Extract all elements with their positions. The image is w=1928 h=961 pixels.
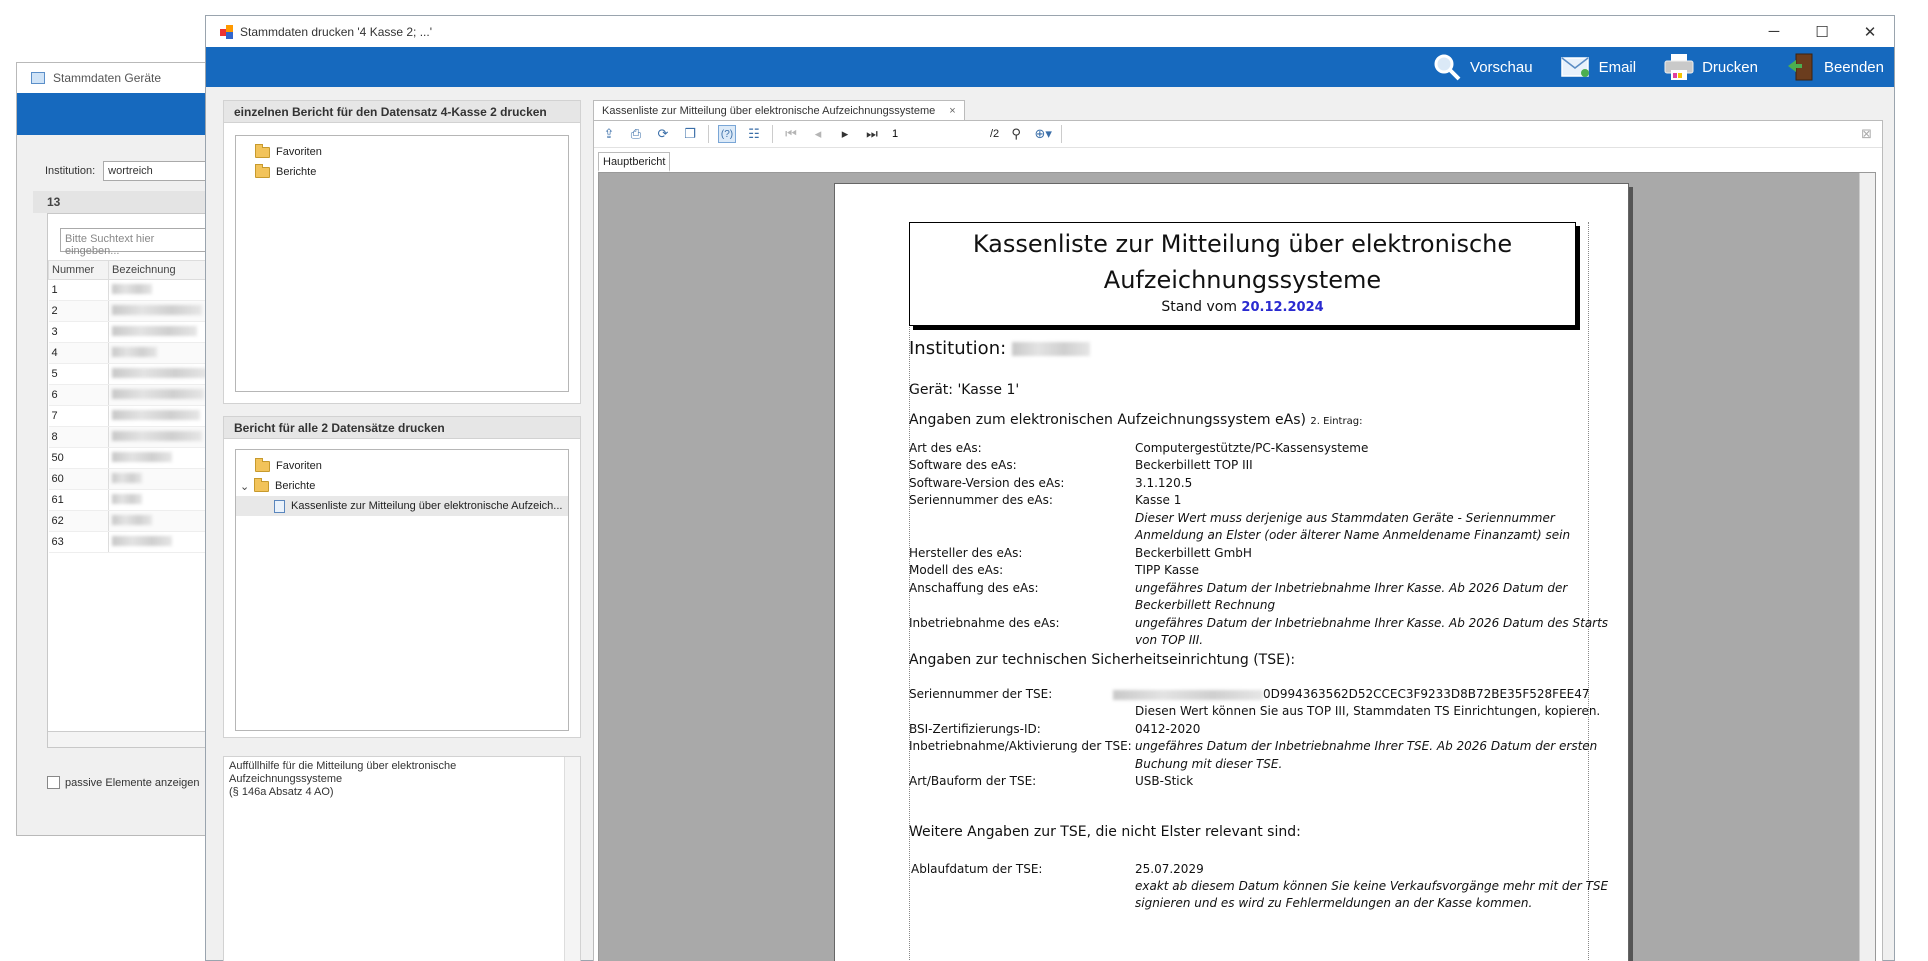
description-line: (§ 146a Absatz 4 AO) xyxy=(229,786,334,798)
row-number: 4 xyxy=(49,343,109,364)
row-number: 7 xyxy=(49,406,109,427)
eas-field-label: Software-Version des eAs: xyxy=(909,476,1065,490)
tse-serial-redacted xyxy=(1113,690,1263,700)
eas-field-value: Kasse 1 xyxy=(1135,493,1182,507)
eas-field-label: Art des eAs: xyxy=(909,441,982,455)
column-header-bezeichnung[interactable]: Bezeichnung xyxy=(109,261,211,280)
institution-label: Institution: xyxy=(909,338,1007,359)
purchase-value: ungefähres Datum der Inbetriebnahme Ihrer Kasse. Ab 2026 Datum der xyxy=(1135,581,1568,595)
eas-field-value: Computergestützte/PC-Kassensysteme xyxy=(1135,441,1369,455)
background-window-stammdaten-geraete[interactable] xyxy=(16,62,211,836)
tab-close-icon[interactable]: × xyxy=(949,104,956,117)
eas-field-value: 3.1.120.5 xyxy=(1135,476,1193,490)
preview-label: Vorschau xyxy=(1470,58,1533,76)
preview-scrollbar[interactable] xyxy=(1859,173,1875,961)
passive-elements-checkbox-row[interactable] xyxy=(47,776,200,789)
tse-form-label: Art/Bauform der TSE: xyxy=(909,774,1037,788)
tree-node-label: Favoriten xyxy=(276,146,322,158)
row-number: 62 xyxy=(49,511,109,532)
tree-node-label: Kassenliste zur Mitteilung über elektronische Aufzeich... xyxy=(291,500,563,512)
print-button[interactable] xyxy=(1664,53,1758,81)
table-row[interactable] xyxy=(49,511,211,532)
exit-door-icon xyxy=(1786,52,1816,82)
section-further-tse: Weitere Angaben zur TSE, die nicht Elster relevant sind: xyxy=(909,824,1301,840)
single-report-group xyxy=(223,100,581,404)
zoom-icon[interactable]: ⊕▾ xyxy=(1034,126,1052,141)
purchase-label: Anschaffung des eAs: xyxy=(909,581,1039,595)
all-records-report-group xyxy=(223,416,581,738)
column-header-nummer[interactable]: Nummer xyxy=(49,261,109,280)
all-records-report-group-title: Bericht für alle 2 Datensätze drucken xyxy=(224,417,580,439)
page-total: /2 xyxy=(990,128,1000,140)
tree-node-label: Berichte xyxy=(275,480,316,492)
app-icon xyxy=(220,25,234,39)
model-value: TIPP Kasse xyxy=(1135,563,1200,577)
tab-label: Kassenliste zur Mitteilung über elektronische Aufzeichnungssysteme xyxy=(602,104,936,117)
table-row[interactable] xyxy=(49,532,211,553)
report-title-line1: Kassenliste zur Mitteilung über elektronische xyxy=(972,230,1513,258)
row-number: 61 xyxy=(49,490,109,511)
manufacturer-label: Hersteller des eAs: xyxy=(909,546,1023,560)
tse-serial-label: Seriennummer der TSE: xyxy=(909,687,1053,701)
passive-elements-label: passive Elemente anzeigen xyxy=(65,776,200,789)
commission-label: Inbetriebnahme des eAs: xyxy=(909,616,1060,630)
report-stand xyxy=(910,299,1575,315)
tree-node-favoriten[interactable] xyxy=(236,456,568,476)
printer-icon xyxy=(1664,53,1694,81)
row-number: 6 xyxy=(49,385,109,406)
record-count-header: 13 xyxy=(33,191,210,213)
commission-value: ungefähres Datum der Inbetriebnahme Ihrer Kasse. Ab 2026 Datum des Starts xyxy=(1135,616,1609,630)
table-row[interactable] xyxy=(49,406,211,427)
folder-icon xyxy=(255,461,270,472)
table-row[interactable] xyxy=(49,364,211,385)
row-number: 8 xyxy=(49,427,109,448)
row-number: 60 xyxy=(49,469,109,490)
row-description-redacted xyxy=(109,490,211,511)
model-label: Modell des eAs: xyxy=(909,563,1004,577)
section-tse: Angaben zur technischen Sicherheitseinrichtung (TSE): xyxy=(909,652,1296,668)
description-line: Auffüllhilfe für die Mitteilung über elektronische xyxy=(229,760,457,772)
tree-node-favoriten[interactable] xyxy=(236,142,568,162)
table-row[interactable] xyxy=(49,343,211,364)
purchase-value-line2: Beckerbillett Rechnung xyxy=(1135,598,1276,612)
all-records-report-tree[interactable] xyxy=(235,449,569,731)
envelope-icon xyxy=(1561,55,1591,79)
device-table xyxy=(48,260,211,553)
expiry-label: Ablaufdatum der TSE: xyxy=(911,862,1043,876)
section-eas xyxy=(909,412,1362,428)
row-number: 3 xyxy=(49,322,109,343)
table-row[interactable] xyxy=(49,448,211,469)
tse-serial-value: 0D994363562D52CCEC3F9233D8B72BE35F528FEE47 xyxy=(1263,687,1590,701)
bsi-value: 0412-2020 xyxy=(1135,722,1201,736)
tree-node-berichte[interactable] xyxy=(236,162,568,182)
copy-icon[interactable]: ❐ xyxy=(684,126,696,141)
institution-input[interactable]: wortreich xyxy=(103,161,210,181)
row-description-redacted xyxy=(109,364,211,385)
commission-value-line2: von TOP III. xyxy=(1135,633,1204,647)
row-number: 63 xyxy=(49,532,109,553)
tree-node-berichte[interactable] xyxy=(236,476,568,496)
row-description-redacted xyxy=(109,343,211,364)
table-row[interactable] xyxy=(49,469,211,490)
tree-node-kassenliste-report[interactable] xyxy=(236,496,568,516)
expiry-hint-line2: signieren und es wird zu Fehlermeldungen an der Kasse kommen. xyxy=(1135,896,1533,910)
table-row[interactable] xyxy=(49,322,211,343)
print-label: Drucken xyxy=(1702,58,1758,76)
tse-serial-hint: Diesen Wert können Sie aus TOP III, Stammdaten TS Einrichtungen, kopieren. xyxy=(1135,704,1601,718)
exit-label: Beenden xyxy=(1823,58,1884,76)
background-window-titlebar[interactable] xyxy=(17,63,210,93)
tree-node-label: Berichte xyxy=(276,166,317,178)
table-row[interactable] xyxy=(49,385,211,406)
single-report-tree[interactable] xyxy=(235,135,569,392)
report-title-line2: Aufzeichnungssysteme xyxy=(1103,266,1382,294)
horizontal-scrollbar[interactable] xyxy=(48,731,211,747)
stand-date: 20.12.2024 xyxy=(1241,300,1324,315)
refresh-icon[interactable]: ⟳ xyxy=(657,126,669,141)
report-viewer xyxy=(593,120,1883,961)
report-title-box xyxy=(909,222,1576,326)
device-icon xyxy=(31,72,45,84)
folder-icon xyxy=(254,481,269,492)
folder-icon xyxy=(255,167,270,178)
row-description-redacted xyxy=(109,301,211,322)
main-toolbar xyxy=(206,47,1894,87)
row-description-redacted xyxy=(109,532,211,553)
first-page-icon[interactable]: ⏮ xyxy=(785,126,797,141)
report-preview-area[interactable] xyxy=(598,172,1876,961)
print-icon[interactable]: ⎙ xyxy=(630,126,642,141)
row-description-redacted xyxy=(109,406,211,427)
document-icon xyxy=(274,500,285,513)
document-map-icon[interactable]: ☷ xyxy=(748,126,760,141)
exit-button[interactable] xyxy=(1786,52,1884,82)
section-eas-title: Angaben zum elektronischen Aufzeichnungssystem eAs) xyxy=(909,412,1306,428)
background-window-toolbar xyxy=(17,93,210,135)
institution-redacted xyxy=(1012,342,1090,356)
row-description-redacted xyxy=(109,322,211,343)
table-row[interactable] xyxy=(49,280,211,301)
row-number: 2 xyxy=(49,301,109,322)
close-preview-icon[interactable]: ⊠ xyxy=(1861,126,1872,141)
tse-commission-value-line2: Buchung mit dieser TSE. xyxy=(1135,757,1283,771)
eas-field-value: Beckerbillett TOP III xyxy=(1135,458,1253,472)
table-row[interactable] xyxy=(49,427,211,448)
stand-label: Stand vom xyxy=(1161,299,1237,315)
tab-kassenliste[interactable] xyxy=(593,100,965,120)
description-line: Aufzeichnungssysteme xyxy=(229,773,343,785)
last-page-icon[interactable]: ⏭ xyxy=(866,126,878,141)
window-titlebar[interactable] xyxy=(206,16,1894,47)
report-page xyxy=(834,183,1629,961)
minimize-button[interactable]: ─ xyxy=(1768,22,1780,40)
next-page-icon[interactable]: ▸ xyxy=(841,126,849,141)
serial-hint-line2: Anmeldung an Elster (oder älterer Name Anmeldename Finanzamt) sein xyxy=(1135,528,1571,542)
tree-node-label: Favoriten xyxy=(276,460,322,472)
institution-row xyxy=(17,161,210,181)
window-title: Stammdaten drucken '4 Kasse 2; ...' xyxy=(240,24,433,39)
tse-serial-value-wrap xyxy=(1113,686,1590,703)
row-description-redacted xyxy=(109,469,211,490)
print-master-data-window[interactable] xyxy=(205,15,1895,961)
parameters-icon[interactable]: (?) xyxy=(718,125,736,143)
single-report-group-title: einzelnen Bericht für den Datensatz 4-Kasse 2 drucken xyxy=(224,101,580,123)
find-binoculars-icon[interactable]: ⚲ xyxy=(1011,126,1021,141)
section-eas-note: 2. Eintrag: xyxy=(1310,416,1363,427)
preview-button[interactable] xyxy=(1432,52,1533,82)
report-institution xyxy=(909,338,1090,359)
bsi-label: BSI-Zertifizierungs-ID: xyxy=(909,722,1041,736)
background-window-title: Stammdaten Geräte xyxy=(53,71,162,85)
maximize-button[interactable]: ☐ xyxy=(1815,23,1829,41)
row-description-redacted xyxy=(109,385,211,406)
row-description-redacted xyxy=(109,448,211,469)
row-number: 1 xyxy=(49,280,109,301)
viewer-toolbar xyxy=(594,121,1882,148)
serial-hint-line1: Dieser Wert muss derjenige aus Stammdaten Geräte - Seriennummer xyxy=(1135,511,1555,525)
report-description xyxy=(223,756,581,961)
manufacturer-value: Beckerbillett GmbH xyxy=(1135,546,1252,560)
previous-page-icon[interactable]: ◂ xyxy=(814,126,822,141)
email-button[interactable] xyxy=(1561,55,1637,79)
email-label: Email xyxy=(1598,58,1637,76)
tse-form-value: USB-Stick xyxy=(1135,774,1194,788)
expiry-hint-line1: exakt ab diesem Datum können Sie keine Verkaufsvorgänge mehr mit der TSE xyxy=(1135,879,1609,893)
description-scrollbar[interactable] xyxy=(564,757,580,961)
tab-hauptbericht[interactable]: Hauptbericht xyxy=(598,152,670,172)
eas-field-label: Software des eAs: xyxy=(909,458,1017,472)
row-description-redacted xyxy=(109,280,211,301)
tse-commission-label: Inbetriebnahme/Aktivierung der TSE: xyxy=(909,739,1132,753)
report-device: Gerät: 'Kasse 1' xyxy=(909,382,1020,398)
eas-field-label: Seriennummer des eAs: xyxy=(909,493,1053,507)
row-number: 5 xyxy=(49,364,109,385)
table-row[interactable] xyxy=(49,301,211,322)
chevron-down-icon[interactable]: ⌄ xyxy=(240,480,250,493)
passive-elements-checkbox[interactable] xyxy=(47,776,60,789)
export-icon[interactable]: ⇪ xyxy=(603,126,615,141)
report-selection-pane xyxy=(223,100,581,961)
institution-label: Institution: xyxy=(45,165,96,177)
row-number: 50 xyxy=(49,448,109,469)
row-description-redacted xyxy=(109,427,211,448)
search-input[interactable]: Bitte Suchtext hier eingeben... xyxy=(60,228,211,252)
expiry-value: 25.07.2029 xyxy=(1135,862,1204,876)
page-number-input[interactable] xyxy=(890,125,990,143)
table-row[interactable] xyxy=(49,490,211,511)
row-description-redacted xyxy=(109,511,211,532)
magnifier-icon xyxy=(1432,52,1462,82)
tse-commission-value: ungefähres Datum der Inbetriebnahme Ihrer TSE. Ab 2026 Datum der ersten xyxy=(1135,739,1598,753)
report-viewer-pane xyxy=(593,100,1883,961)
device-grid[interactable] xyxy=(47,213,212,748)
folder-icon xyxy=(255,147,270,158)
close-button[interactable]: ✕ xyxy=(1863,23,1877,41)
